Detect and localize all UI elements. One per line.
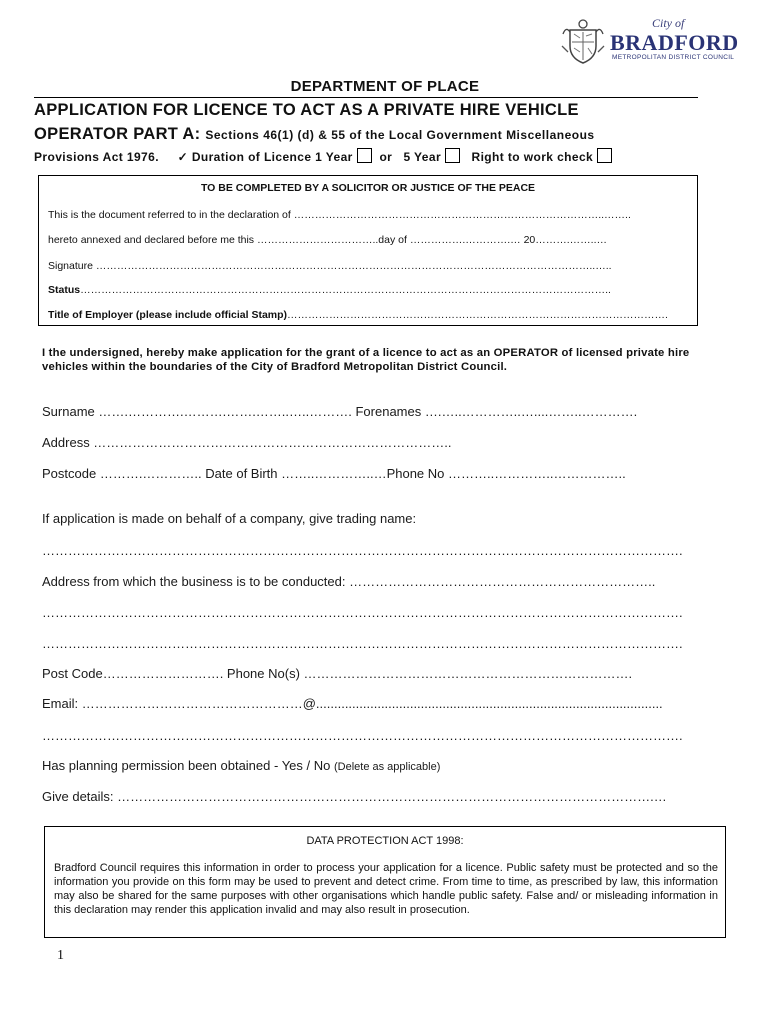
- solicitor-status-field[interactable]: [48, 284, 611, 296]
- form-title-line1: APPLICATION FOR LICENCE TO ACT AS A PRIVATE HIRE VEHICLE: [34, 101, 579, 119]
- department-heading: DEPARTMENT OF PLACE: [290, 78, 480, 95]
- duration-label: ✓ Duration of Licence 1 Year: [177, 150, 353, 164]
- applicant-declaration: I the undersigned, hereby make application for the grant of a licence to act as an OPERATOR of licensed private hire vehicles within the boundaries of the City of Bradford Metropolitan District Council.: [42, 347, 690, 373]
- data-protection-text: Bradford Council requires this information in order to process your application for a licence. Public safety must be protected and so the information you provide on this form may be used to prevent and detect crime. From time to time, as prescribed by law, this information may also be shared for the same purposes with other organisations which handle public safety. False and/ or misleading information in this declaration may render this application invalid and may also result in prosecution.: [54, 862, 718, 916]
- status-label: Status: [48, 284, 81, 296]
- licence-options-row: [34, 148, 616, 164]
- form-title-line2: [34, 125, 595, 144]
- email-extra-line[interactable]: ………………………………………………………………………………………………………………………………….: [42, 728, 683, 743]
- planning-note: (Delete as applicable): [333, 761, 441, 773]
- give-details-field[interactable]: Give details: …………………………………………………………………………………………………………….…: [42, 789, 667, 804]
- logo-council-text: METROPOLITAN DISTRICT COUNCIL: [612, 54, 735, 61]
- business-address-line3[interactable]: ………………………………………………………………………………………………………………………………….: [42, 636, 683, 651]
- solicitor-signature-field[interactable]: Signature ……………………………………………………………………………………………………………………………..…..: [48, 260, 612, 272]
- five-year-checkbox[interactable]: [445, 148, 460, 163]
- solicitor-section: [38, 175, 698, 326]
- status-dots: ……………………………………………………………………………………………………………………………………..: [80, 284, 611, 296]
- logo-city-text: City of: [652, 16, 685, 30]
- form-sections-ref: Sections 46(1) (d) & 55 of the Local Government Miscellaneous: [205, 128, 595, 142]
- heading-divider: [34, 97, 698, 98]
- surname-forenames-field[interactable]: Surname …….………….……….…….……..…..………. Forenames ….…..…………..…....……..………….: [42, 404, 638, 419]
- employer-title-label: Title of Employer (please include official Stamp): [48, 309, 288, 321]
- logo-name-text: BRADFORD: [610, 30, 739, 55]
- planning-label: Has planning permission been obtained - Yes / No: [42, 758, 331, 773]
- one-year-checkbox[interactable]: [357, 148, 372, 163]
- postcode-phone-field[interactable]: Post Code………………………. Phone No(s) ………………………………………………………………….: [42, 666, 633, 681]
- coat-of-arms-icon: [560, 16, 606, 66]
- business-address-line2[interactable]: ………………………………………………………………………………………………………………………………….: [42, 605, 683, 620]
- declaration-date-field[interactable]: hereto annexed and declared before me this ……………………………..day of …………….………….… 20……….……..…: [48, 234, 608, 246]
- council-logo: [560, 16, 740, 68]
- right-to-work-checkbox[interactable]: [597, 148, 612, 163]
- page-number: 1: [57, 948, 64, 963]
- declaration-reference-field[interactable]: This is the document referred to in the declaration of ……………………………………………………………………………..……..: [48, 209, 631, 221]
- solicitor-heading: TO BE COMPLETED BY A SOLICITOR OR JUSTICE OF THE PEACE: [200, 182, 536, 194]
- email-field[interactable]: Email: ……………………………………………@................................................................................................: [42, 696, 663, 711]
- five-year-label: 5 Year: [403, 150, 442, 164]
- right-to-work-label: Right to work check: [471, 150, 594, 164]
- act-reference: Provisions Act 1976.: [34, 150, 159, 164]
- employer-title-field[interactable]: [48, 309, 668, 321]
- employer-title-dots: ……………………………………………………………………………………………….: [287, 309, 668, 321]
- address-field[interactable]: Address ………………………………………………………………………..: [42, 435, 452, 450]
- form-part-label: OPERATOR PART A:: [34, 125, 201, 143]
- planning-permission-question[interactable]: [42, 758, 440, 773]
- data-protection-section: [44, 826, 726, 938]
- company-question: If application is made on behalf of a company, give trading name:: [42, 511, 417, 526]
- or-label: or: [379, 150, 393, 164]
- data-protection-heading: DATA PROTECTION ACT 1998:: [306, 835, 464, 847]
- trading-name-field[interactable]: ………………………………………………………………………………………………………………………………….: [42, 543, 683, 558]
- postcode-dob-phone-field[interactable]: Postcode ……….………….. Date of Birth ……..…………..…Phone No ………..…………..……………..: [42, 466, 626, 481]
- business-address-field[interactable]: Address from which the business is to be conducted: ……………………………………………………………..: [42, 574, 656, 589]
